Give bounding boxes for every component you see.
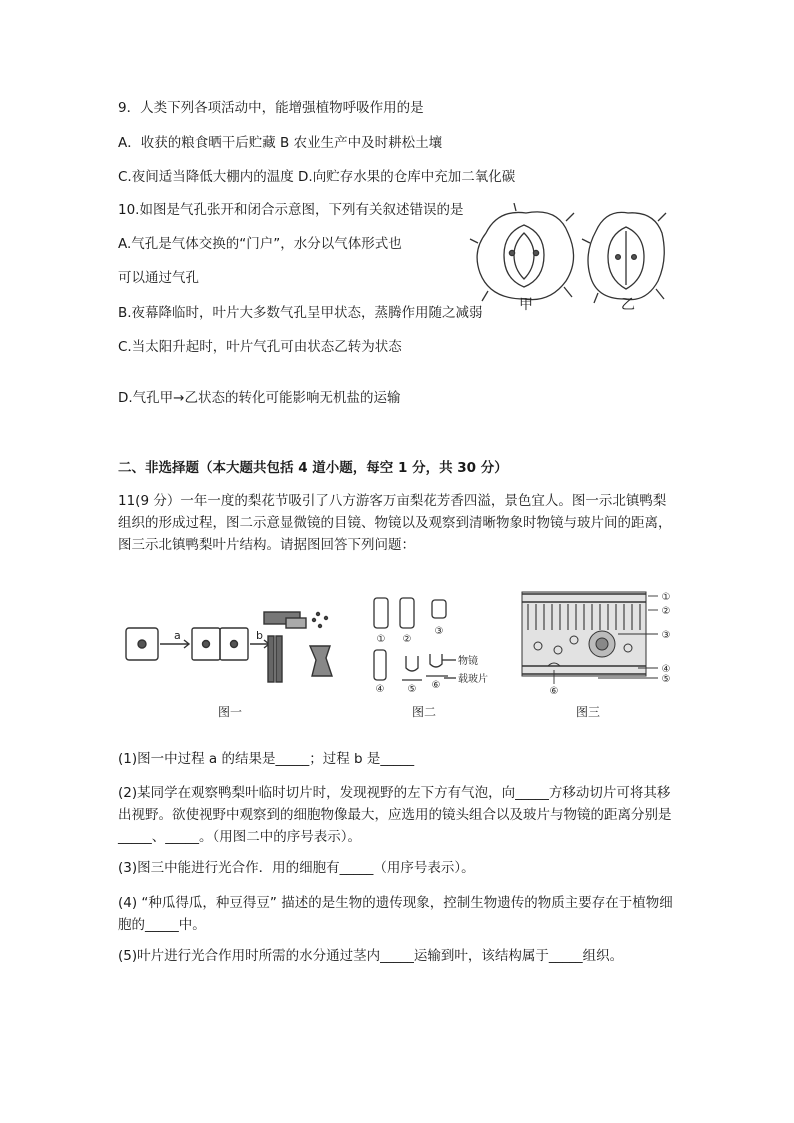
fig2-label-objective: 物镜 bbox=[458, 656, 478, 667]
stoma-closed-yi bbox=[582, 212, 666, 303]
q11-intro: 11(9 分）一年一度的梨花节吸引了八方游客万亩梨花芳香四溢，景色宜人。图一示北镇鸭梨组织的形成过程，图二示意显微镜的目镜、物镜以及观察到清晰物象时物镜与玻片间的距离，图三示北镇鸭梨叶片结构。请据图回答下列问题： bbox=[118, 493, 672, 553]
q11-sub1: (1)图一中过程 a 的结果是_____；过程 b 是_____ bbox=[118, 751, 415, 767]
q9-options-ab: A．收获的粮食晒干后贮藏 B 农业生产中及时耕松土壤 bbox=[118, 135, 443, 151]
fig2-label-slide: 载玻片 bbox=[458, 674, 488, 685]
fig1-label-a: a bbox=[174, 629, 181, 642]
q10-option-b: B.夜幕降临时，叶片大多数气孔呈甲状态，蒸腾作用随之减弱 bbox=[118, 305, 483, 321]
q11-sub2: (2)某同学在观察鸭梨叶临时切片时，发现视野的左下方有气泡，向_____方移动切片可将其移出视野。欲使视野中观察到的细胞物像最大，应选用的镜头组合以及玻片与物镜的距离分别是_____、_____。（用图二中的序号表示）。 bbox=[118, 785, 672, 845]
q10-option-d: D.气孔甲→乙状态的转化可能影响无机盐的运输 bbox=[118, 390, 401, 406]
q9-stem: 9．人类下列各项活动中，能增强植物呼吸作用的是 bbox=[118, 100, 424, 116]
fig1-label-b: b bbox=[256, 629, 263, 642]
q10-stem: 10.如图是气孔张开和闭合示意图，下列有关叙述错误的是 bbox=[118, 202, 464, 218]
fig3-num-6: ⑥ bbox=[549, 686, 559, 697]
fig2-num-6: ⑥ bbox=[431, 680, 441, 691]
fig2-num-5: ⑤ bbox=[407, 684, 417, 695]
fig3-caption: 图三 bbox=[575, 705, 601, 719]
q9-options-cd: C.夜间适当降低大棚内的温度 D.向贮存水果的仓库中充加二氧化碳 bbox=[118, 169, 516, 185]
label-jia: 甲 bbox=[519, 297, 533, 311]
q11-sub3: (3)图三中能进行光合作．用的细胞有_____（用序号表示）。 bbox=[118, 860, 475, 876]
section2-title: 二、非选择题（本大题共包括 4 道小题，每空 1 分，共 30 分） bbox=[118, 460, 508, 476]
stoma-open-jia bbox=[470, 203, 574, 301]
fig1-caption: 图一 bbox=[217, 705, 243, 719]
fig2-caption: 图二 bbox=[411, 705, 437, 719]
fig3-num-2: ② bbox=[661, 606, 671, 617]
figure-1 bbox=[126, 612, 332, 682]
fig3-num-1: ① bbox=[661, 592, 671, 603]
q10-option-a-line1: A.气孔是气体交换的“门户”，水分以气体形式也 bbox=[118, 236, 402, 252]
label-yi: 乙 bbox=[621, 297, 635, 311]
q10-option-c: C.当太阳升起时，叶片气孔可由状态乙转为状态 bbox=[118, 339, 402, 355]
fig2-num-4: ④ bbox=[375, 684, 385, 695]
fig2-num-2: ② bbox=[402, 634, 412, 645]
fig3-num-5: ⑤ bbox=[661, 674, 671, 685]
q11-figures bbox=[118, 584, 678, 724]
figure-2 bbox=[374, 598, 456, 680]
fig2-num-3: ③ bbox=[434, 626, 444, 637]
fig2-num-1: ① bbox=[376, 634, 386, 645]
q11-sub4: (4) “种瓜得瓜，种豆得豆” 描述的是生物的遗传现象，控制生物遗传的物质主要存在于植物细胞的_____中。 bbox=[118, 895, 673, 933]
fig3-num-3: ③ bbox=[661, 630, 671, 641]
fig3-num-4: ④ bbox=[661, 664, 671, 675]
q10-option-a-line2: 可以通过气孔 bbox=[118, 270, 199, 286]
q11-sub5: (5)叶片进行光合作用时所需的水分通过茎内_____运输到叶，该结构属于_____组织。 bbox=[118, 948, 624, 964]
stomata-figure bbox=[468, 203, 668, 311]
figure-3 bbox=[522, 592, 658, 684]
